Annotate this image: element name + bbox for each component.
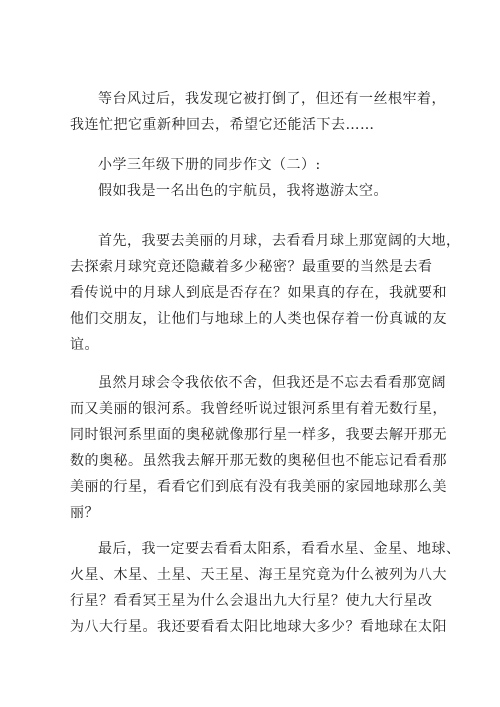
paragraph-typhoon [70, 86, 446, 138]
text-line: 而又美丽的银河系。我曾经听说过银河系里有着无数行星， [70, 401, 447, 417]
text-line: 美丽的行星，看看它们到底有没有我美丽的家园地球那么美 [70, 479, 447, 495]
text-line: 数的奥秘。虽然我去解开那无数的奥秘但也不能忘记看看那 [70, 453, 447, 469]
text-line: 他们交朋友，让他们与地球上的人类也保存着一份真诚的友 [70, 311, 447, 327]
paragraph-galaxy [70, 370, 447, 526]
text-line: 同时银河系里面的奥秘就像那行星一样多，我要去解开那无 [70, 427, 447, 443]
text-line: 我连忙把它重新种回去，希望它还能活下去…… [70, 117, 375, 133]
text-line: 虽然月球会令我依依不舍，但我还是不忘去看看那宽阔 [98, 375, 446, 391]
text-line: 火星、木星、土星、天王星、海王星究竟为什么被列为八大 [70, 567, 447, 583]
text-line: 最后，我一定要去看看太阳系，看看水星、金星、地球、 [98, 541, 461, 557]
text-line: 去探索月球究竟还隐藏着多少秘密？最重要的当然是去看 [70, 259, 433, 275]
text-line: 看传说中的月球人到底是否存在？如果真的存在，我就要和 [70, 285, 447, 301]
paragraph-solar-system [70, 536, 461, 640]
text-line: 首先，我要去美丽的月球，去看看月球上那宽阔的大地， [98, 233, 461, 249]
text-line: 假如我是一名出色的宇航员，我将遨游太空。 [98, 183, 388, 199]
text-line: 谊。 [70, 337, 99, 353]
paragraph-moon [70, 228, 461, 358]
paragraph-title-intro [70, 152, 440, 204]
text-line: 丽？ [70, 505, 99, 521]
essay-title: 小学三年级下册的同步作文（二）: [98, 157, 321, 173]
text-line: 行星？看看冥王星为什么会退出九大行星？使九大行星改 [70, 593, 433, 609]
text-line: 为八大行星。我还要看看太阳比地球大多少？看地球在太阳 [70, 619, 447, 635]
text-line: 等台风过后，我发现它被打倒了，但还有一丝根牢着， [98, 91, 446, 107]
